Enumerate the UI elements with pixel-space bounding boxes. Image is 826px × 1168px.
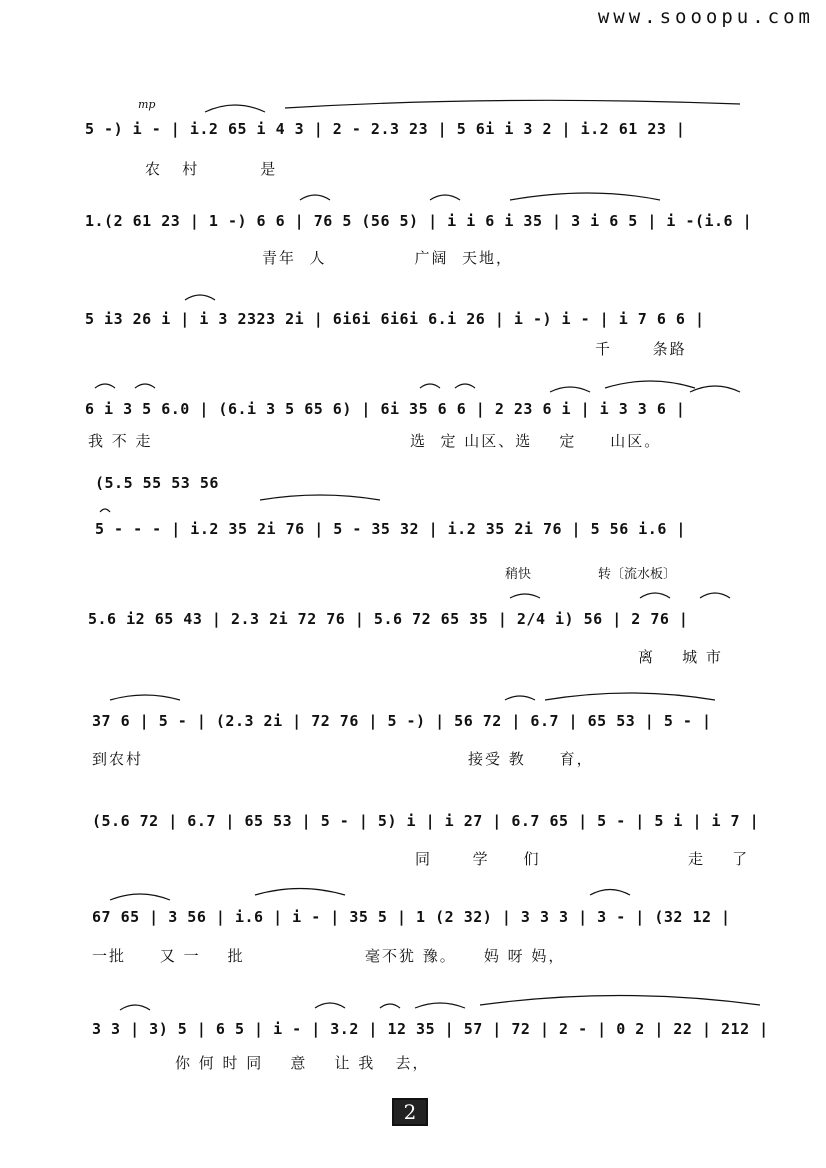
lyric-line-10: 你 何 时 同 意 让 我 去，: [175, 1054, 430, 1072]
music-line-8: (5.6 72 | 6.7 | 65 53 | 5 - | 5) i | i 27 | 6.7 65 | 5 - | 5 i | i 7 |: [92, 812, 760, 830]
music-line-2: 1.(2 61 23 | 1 -) 6 6 | 76 5 (56 5) | i i 6 i 35 | 3 i 6 5 | i -(i.6 |: [85, 212, 753, 230]
lyric-line-3: 千 条路: [595, 340, 687, 358]
music-line-5-top: (5.5 55 53 56: [95, 474, 219, 492]
lyric-line-9-right: 毫不犹 豫。 妈 呀 妈，: [365, 947, 566, 965]
lyric-line-2: 青年 人 广阔 天地，: [262, 249, 514, 267]
lyric-line-8-right: 走 了: [688, 850, 750, 868]
lyric-line-1: 农 村 是: [145, 160, 278, 178]
lyric-line-6: 离 城 市: [638, 648, 723, 666]
lyric-line-7-left: 到农村: [92, 750, 144, 768]
lyric-line-9-left: 一批 又 一 批: [92, 947, 245, 965]
dynamic-mark: mp: [138, 98, 156, 111]
lyric-line-4-left: 我 不 走: [88, 432, 153, 450]
music-line-5: 5 - - - | i.2 35 2i 76 | 5 - 35 32 | i.2 35 2i 76 | 5 56 i.6 |: [95, 520, 686, 538]
music-line-4: 6 i 3 5 6.0 | (6.i 3 5 65 6) | 6i 35 6 6 | 2 23 6 i | i 3 3 6 |: [85, 400, 686, 418]
music-line-3: 5 i3 26 i | i 3 2323 2i | 6i6i 6i6i 6.i 26 | i -) i - | i 7 6 6 |: [85, 310, 705, 328]
music-line-10: 3 3 | 3) 5 | 6 5 | i - | 3.2 | 12 35 | 57 | 72 | 2 - | 0 2 | 22 | 212 |: [92, 1020, 769, 1038]
lyric-line-4-right: 选 定 山区、选 定 山区。: [410, 432, 662, 450]
lyric-line-8-left: 同 学 们: [415, 850, 541, 868]
music-line-1: 5 -) i - | i.2 65 i 4 3 | 2 - 2.3 23 | 5 6i i 3 2 | i.2 61 23 |: [85, 120, 686, 138]
lyric-line-7-right: 接受 教 育，: [468, 750, 594, 768]
music-line-6: 5.6 i2 65 43 | 2.3 2i 72 76 | 5.6 72 65 35 | 2/4 i) 56 | 2 76 |: [88, 610, 689, 628]
tempo-change-mark: 转〔流水板〕: [598, 567, 677, 582]
page-number: 2: [392, 1098, 428, 1126]
music-line-9: 67 65 | 3 56 | i.6 | i - | 35 5 | 1 (2 32) | 3 3 3 | 3 - | (32 12 |: [92, 908, 731, 926]
site-watermark: www.sooopu.com: [597, 6, 814, 28]
tempo-mark: 稍快: [505, 567, 532, 582]
music-line-7: 37 6 | 5 - | (2.3 2i | 72 76 | 5 -) | 56 72 | 6.7 | 65 53 | 5 - |: [92, 712, 712, 730]
